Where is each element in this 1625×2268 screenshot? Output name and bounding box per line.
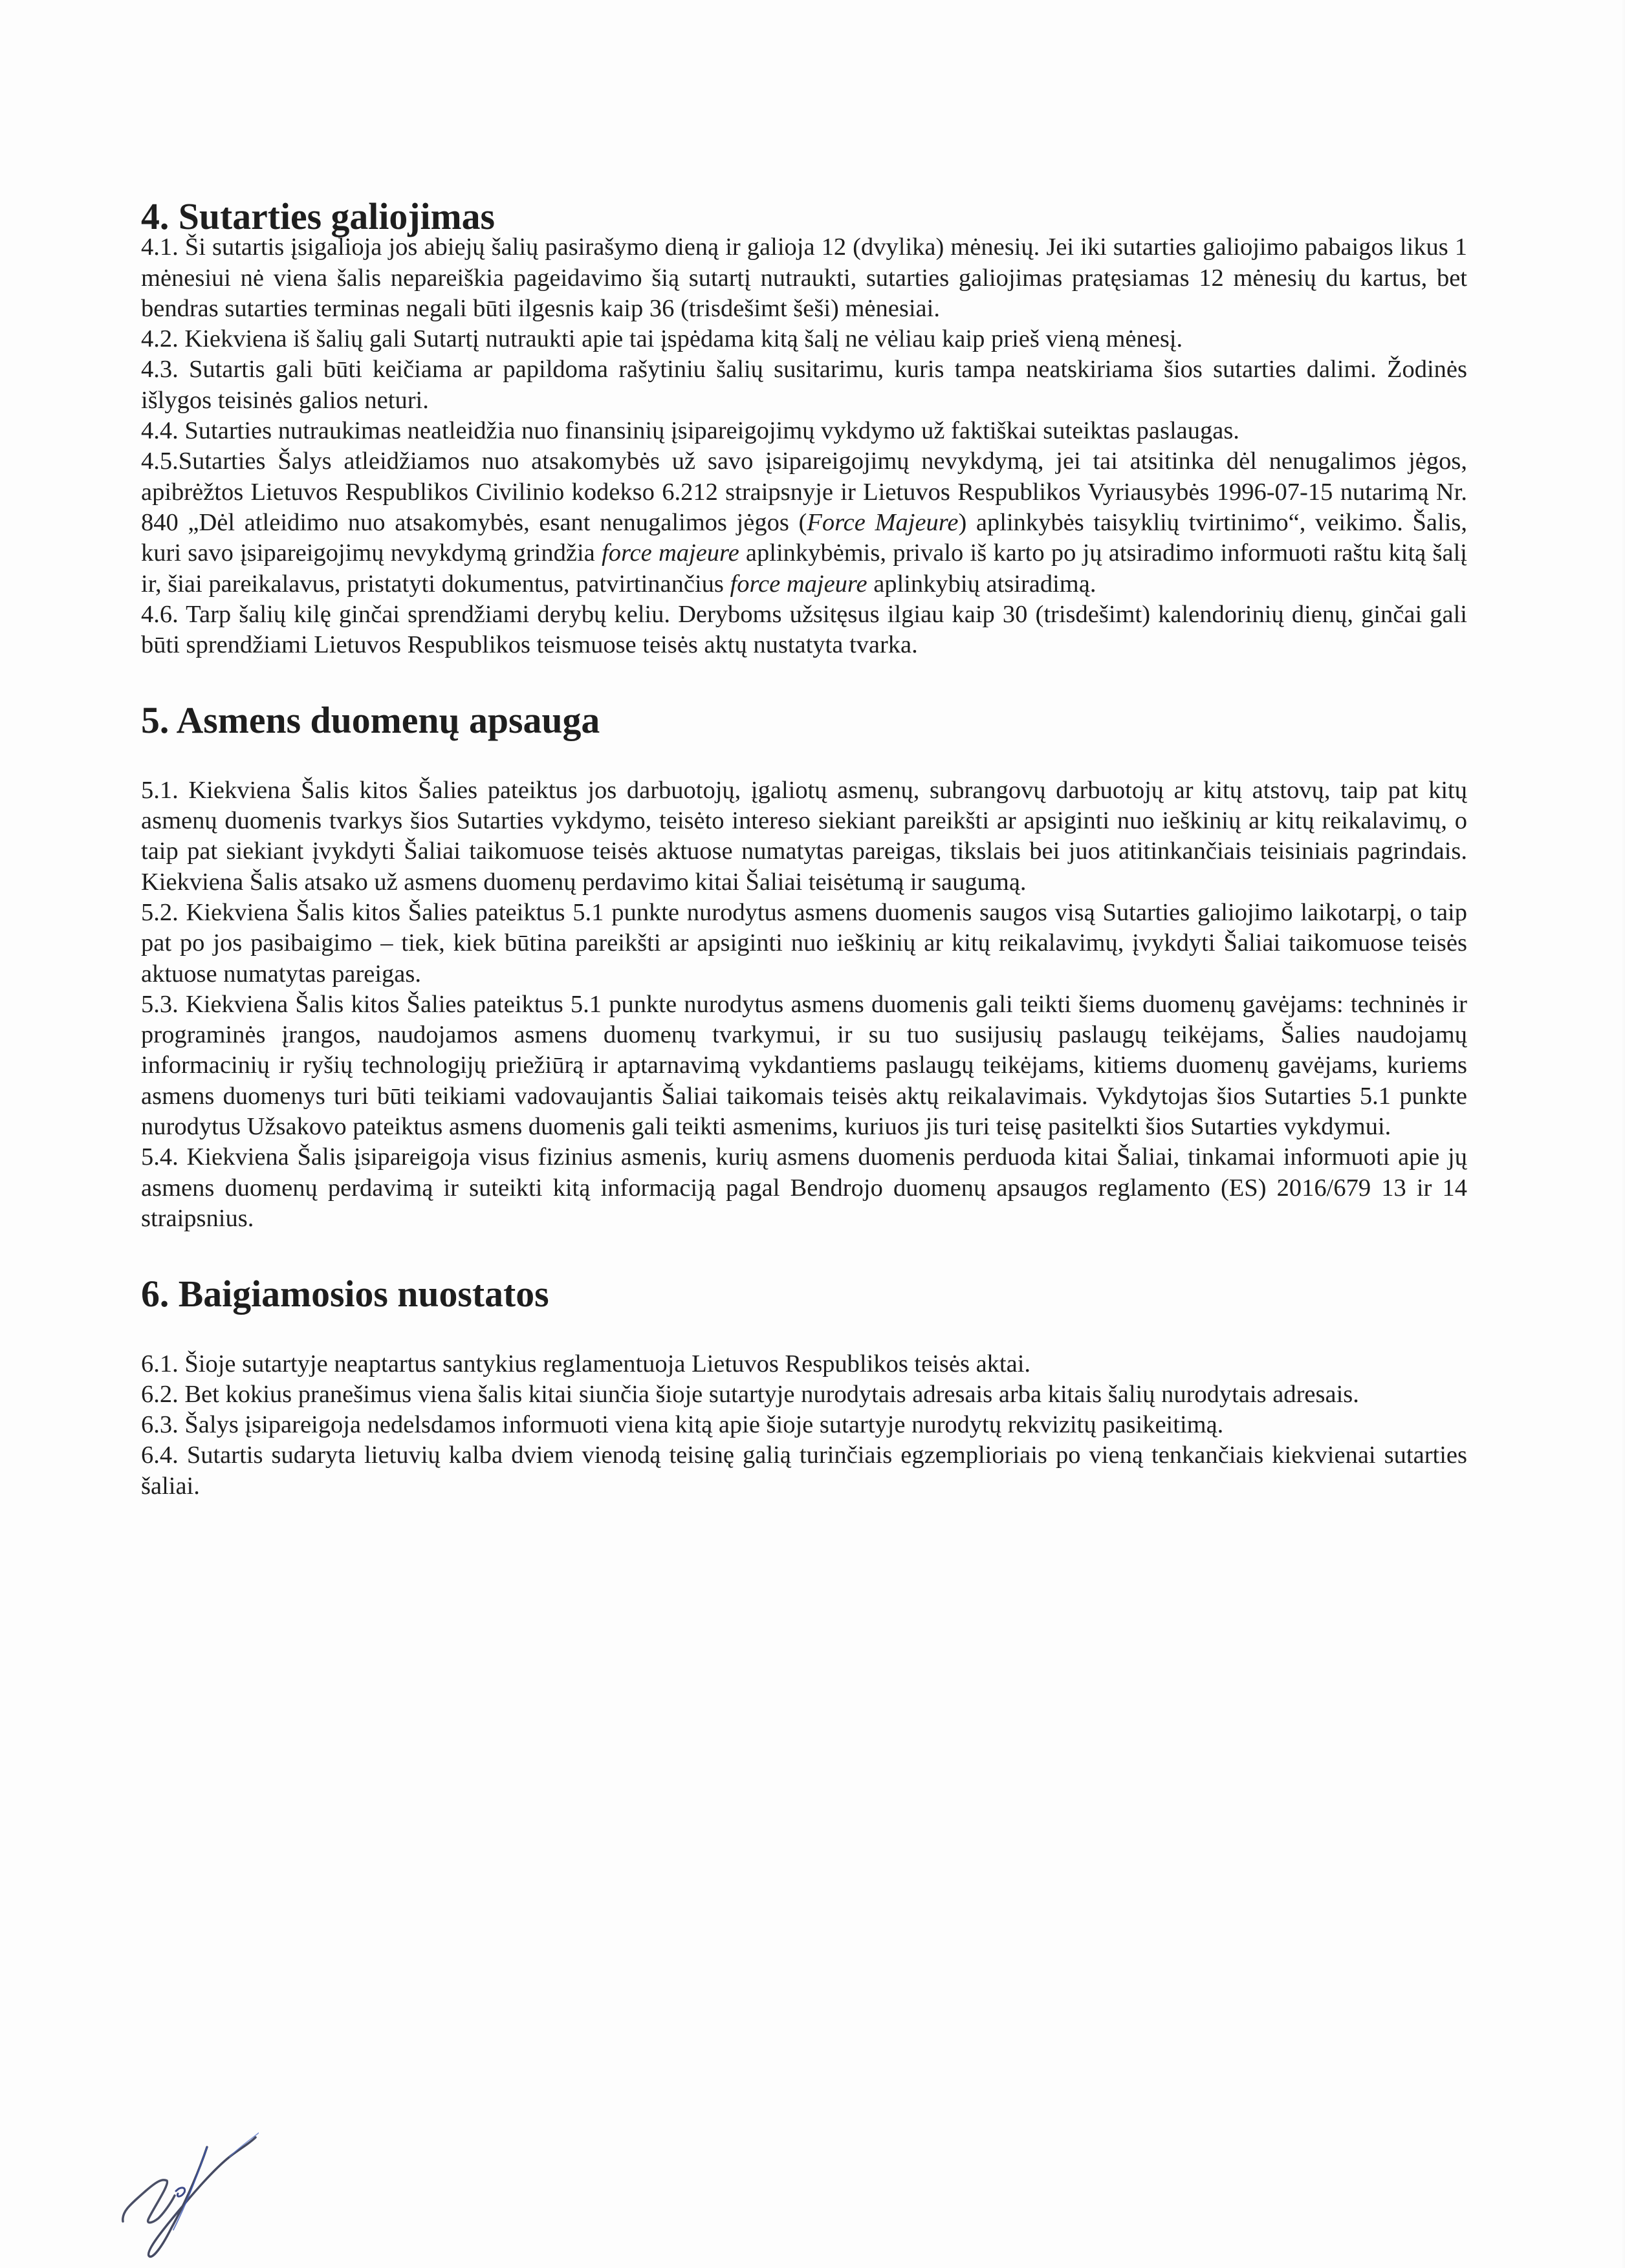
clause-5-1: 5.1. Kiekviena Šalis kitos Šalies pateiktus jos darbuotojų, įgaliotų asmenų, subrangovų darbuotojų ar kitų atstovų, taip pat kitų asmenų duomenis tvarkys šios Sutarties vykdymo, teisėto intereso siekiant pareikšti ar apsiginti nuo ieškinių ar kitų reikalavimų, o taip pat siekiant įvykdyti Šaliai taikomuose teisės aktuose numatytas pareigas, tikslais bei juos atitinkančiais teisiniais pagrindais. Kiekviena Šalis atsako už asmens duomenų perdavimo kitai Šaliai teisėtumą ir saugumą. — [141, 776, 1467, 896]
title-spacer — [141, 1310, 1467, 1349]
section-spacer — [141, 660, 1467, 706]
clause-4-6: 4.6. Tarp šalių kilę ginčai sprendžiami derybų keliu. Deryboms užsitęsus ilgiau kaip 30 (trisdešimt) kalendorinių dienų, ginčai gali būti sprendžiami Lietuvos Respublikos teismuose teisės aktų nustatyta tvarka. — [141, 600, 1467, 659]
clause-4-3: 4.3. Sutartis gali būti keičiama ar papildoma rašytiniu šalių susitarimu, kuris tampa neatskiriama šios sutarties dalimi. Žodinės išlygos teisinės galios neturi. — [141, 356, 1467, 414]
section-title-data-protection: 5. Asmens duomenų apsauga — [141, 700, 600, 742]
clause-4-4: 4.4. Sutarties nutraukimas neatleidžia nuo finansinių įsipareigojimų vykdymo už faktiškai suteiktas paslaugas. — [141, 417, 1239, 445]
clause-4-5-italic-1: Force Majeure — [807, 508, 959, 536]
clause-4-5 — [141, 446, 1467, 599]
clause-6-1: 6.1. Šioje sutartyje neaptartus santykius reglamentuoja Lietuvos Respublikos teisės aktai. — [141, 1350, 1031, 1377]
clause-4-1: 4.1. Ši sutartis įsigalioja jos abiejų šalių pasirašymo dieną ir galioja 12 (dvylika) mėnesių. Jei iki sutarties galiojimo pabaigos likus 1 mėnesiui nė viena šalis nepareiškia pageidavimo šią sutartį nutraukti, sutarties galiojimas pratęsiamas 12 mėnesių du kartus, bet bendras sutarties terminas negali būti ilgesnis kaip 36 (trisdešimt šeši) mėnesiai. — [141, 233, 1467, 322]
clause-5-2: 5.2. Kiekviena Šalis kitos Šalies pateiktus 5.1 punkte nurodytus asmens duomenis saugos visą Sutarties galiojimo laikotarpį, o taip pat po jos pasibaigimo – tiek, kiek būtina pareikšti ar apsiginti nuo ieškinių ar kitų reikalavimų, įvykdyti Šaliai taikomuose teisės aktuose numatytas pareigas. — [141, 898, 1467, 988]
section-spacer — [141, 1234, 1467, 1279]
clause-4-5-text-3: aplinkybėmis, privalo iš karto po jų atsiradimo informuoti raštu kitą šalį ir, šiai pareikalavus, pristatyti dokumentus, patvirtinančius — [141, 539, 1467, 598]
clause-5-3: 5.3. Kiekviena Šalis kitos Šalies pateiktus 5.1 punkte nurodytus asmens duomenis gali teikti šiems duomenų gavėjams: techninės ir programinės įrangos, naudojamos asmens duomenų tvarkymui, ir su tuo susijusių paslaugų teikėjams, Šalies naudojamų informacinių ir ryšių technologijų priežiūrą ir aptarnavimą vykdantiems paslaugų teikėjams, kitiems duomenų gavėjams, kuriems asmens duomenys turi būti teikiami vadovaujantis Šaliai taikomais teisės aktų reikalavimais. Vykdytojas šios Sutarties 5.1 punkte nurodytus Užsakovo pateiktus asmens duomenis gali teikti asmenims, kuriuos jis turi teisę pasitelkti šios Sutarties vykdymui. — [141, 990, 1467, 1141]
clause-6-2: 6.2. Bet kokius pranešimus viena šalis kitai siunčia šioje sutartyje nurodytais adresais arba kitais šalių nurodytais adresais. — [141, 1380, 1359, 1408]
section-title-validity: 4. Sutarties galiojimas — [141, 197, 495, 237]
clause-4-5-italic-3: force majeure — [730, 570, 867, 598]
contract-page — [141, 197, 1467, 1502]
clause-4-5-text-2: ) aplinkybės taisyklių tvirtinimo“, veikimo. Šalis, kuri savo įsipareigojimų nevykdymą grindžia — [141, 508, 1467, 567]
clause-4-5-text-4: aplinkybių atsiradimą. — [867, 570, 1096, 598]
clause-6-4: 6.4. Sutartis sudaryta lietuvių kalba dviem vienodą teisinę galią turinčiais egzemplioriais po vieną tenkančiais kiekvienai sutarties šaliai. — [141, 1442, 1467, 1500]
clause-4-5-text-1: 4.5.Sutarties Šalys atleidžiamos nuo atsakomybės už savo įsipareigojimų nevykdymą, jei tai atsitinka dėl nenugalimos jėgos, apibrėžtos Lietuvos Respublikos Civilinio kodekso 6.212 straipsnyje ir Lietuvos Respublikos Vyriausybės 1996-07-15 nutarimą Nr. 840 „Dėl atleidimo nuo atsakomybės, esant nenugalimos jėgos ( — [141, 448, 1467, 536]
clause-5-4: 5.4. Kiekviena Šalis įsipareigoja visus fizinius asmenis, kurių asmens duomenis perduoda kitai Šaliai, tinkamai informuoti apie jų asmens duomenų perdavimą ir suteikti kitą informaciją pagal Bendrojo duomenų apsaugos reglamento (ES) 2016/679 13 ir 14 straipsnius. — [141, 1143, 1467, 1232]
clause-4-5-italic-2: force majeure — [602, 539, 739, 567]
handwritten-signature-icon — [116, 2115, 259, 2263]
clause-6-3: 6.3. Šalys įsipareigoja nedelsdamos informuoti viena kitą apie šioje sutartyje nurodytų rekvizitų pasikeitimą. — [141, 1411, 1224, 1439]
clause-4-2: 4.2. Kiekviena iš šalių gali Sutartį nutraukti apie tai įspėdama kitą šalį ne vėliau kaip prieš vieną mėnesį. — [141, 325, 1183, 353]
section-title-final-provisions: 6. Baigiamosios nuostatos — [141, 1274, 549, 1315]
scan-edge-shading — [1621, 0, 1625, 2268]
title-spacer — [141, 737, 1467, 775]
